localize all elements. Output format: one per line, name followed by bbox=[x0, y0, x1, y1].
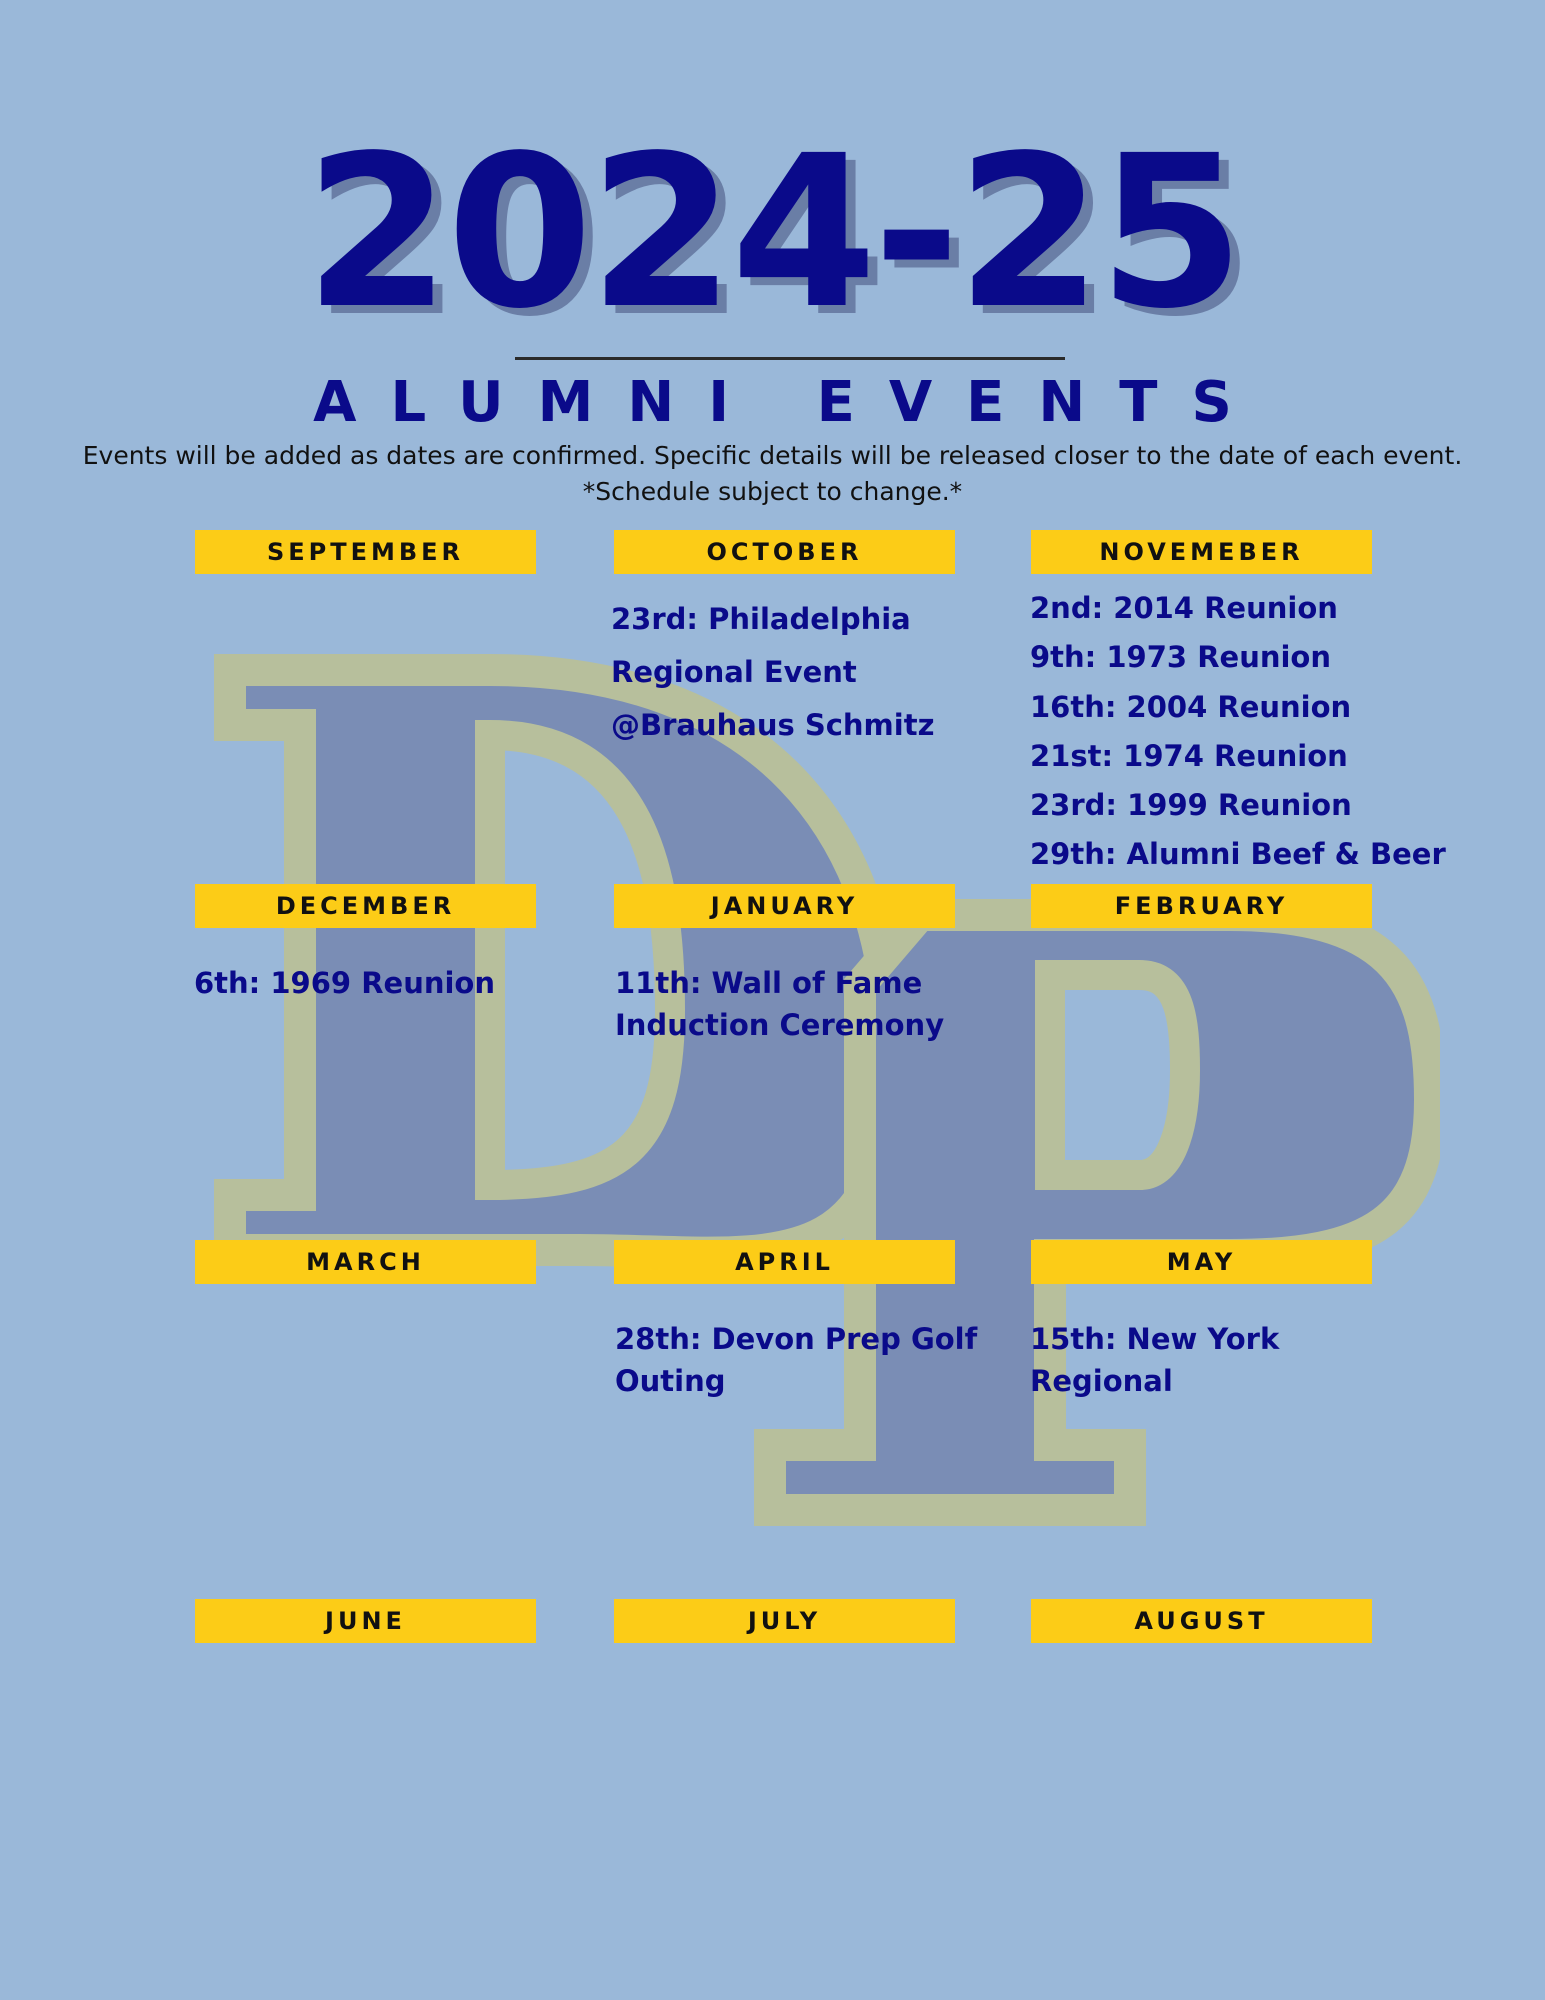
january-events bbox=[615, 962, 944, 1046]
title-divider bbox=[515, 357, 1065, 360]
event-line: 11th: Wall of Fame bbox=[615, 966, 923, 1000]
event-line: 16th: 2004 Reunion bbox=[1030, 689, 1352, 724]
event-line: 2nd: 2014 Reunion bbox=[1030, 591, 1338, 625]
page-subtitle: ALUMNI EVENTS bbox=[313, 370, 1266, 435]
december-events bbox=[194, 962, 495, 1004]
event-line: 28th: Devon Prep Golf bbox=[615, 1322, 978, 1356]
april-events bbox=[615, 1318, 977, 1402]
month-header-may: MAY bbox=[1031, 1240, 1372, 1284]
month-header-april: APRIL bbox=[614, 1240, 955, 1284]
page-title: 2024-25 bbox=[304, 110, 1241, 355]
event-line: 23rd: 1999 Reunion bbox=[1030, 788, 1352, 823]
info-note: Events will be added as dates are confirmed. Specific details will be released closer to the date of each event. bbox=[82, 441, 1463, 470]
month-header-october: OCTOBER bbox=[614, 530, 955, 574]
disclaimer-note: *Schedule subject to change.* bbox=[582, 477, 963, 506]
event-line: Regional bbox=[1030, 1364, 1173, 1398]
event-line: 15th: New York bbox=[1030, 1322, 1280, 1356]
month-header-september: SEPTEMBER bbox=[195, 530, 536, 574]
month-header-december: DECEMBER bbox=[195, 884, 536, 928]
event-line: 6th: 1969 Reunion bbox=[194, 966, 495, 1000]
month-header-july: JULY bbox=[614, 1599, 955, 1643]
event-line: Regional Event bbox=[611, 655, 857, 689]
month-header-january: JANUARY bbox=[614, 884, 955, 928]
month-header-november: NOVEMEBER bbox=[1031, 530, 1372, 574]
event-line: 21st: 1974 Reunion bbox=[1030, 738, 1348, 773]
event-line: 29th: Alumni Beef & Beer bbox=[1030, 837, 1446, 872]
november-events bbox=[1030, 584, 1446, 880]
month-header-march: MARCH bbox=[195, 1240, 536, 1284]
event-line: Outing bbox=[615, 1364, 726, 1398]
event-line: 9th: 1973 Reunion bbox=[1030, 640, 1331, 675]
may-events bbox=[1030, 1318, 1279, 1402]
october-events bbox=[611, 593, 934, 752]
event-line: 23rd: Philadelphia bbox=[611, 602, 911, 636]
event-line: Induction Ceremony bbox=[615, 1008, 945, 1042]
month-header-june: JUNE bbox=[195, 1599, 536, 1643]
month-header-august: AUGUST bbox=[1031, 1599, 1372, 1643]
month-header-february: FEBRUARY bbox=[1031, 884, 1372, 928]
event-line: @Brauhaus Schmitz bbox=[611, 708, 935, 742]
